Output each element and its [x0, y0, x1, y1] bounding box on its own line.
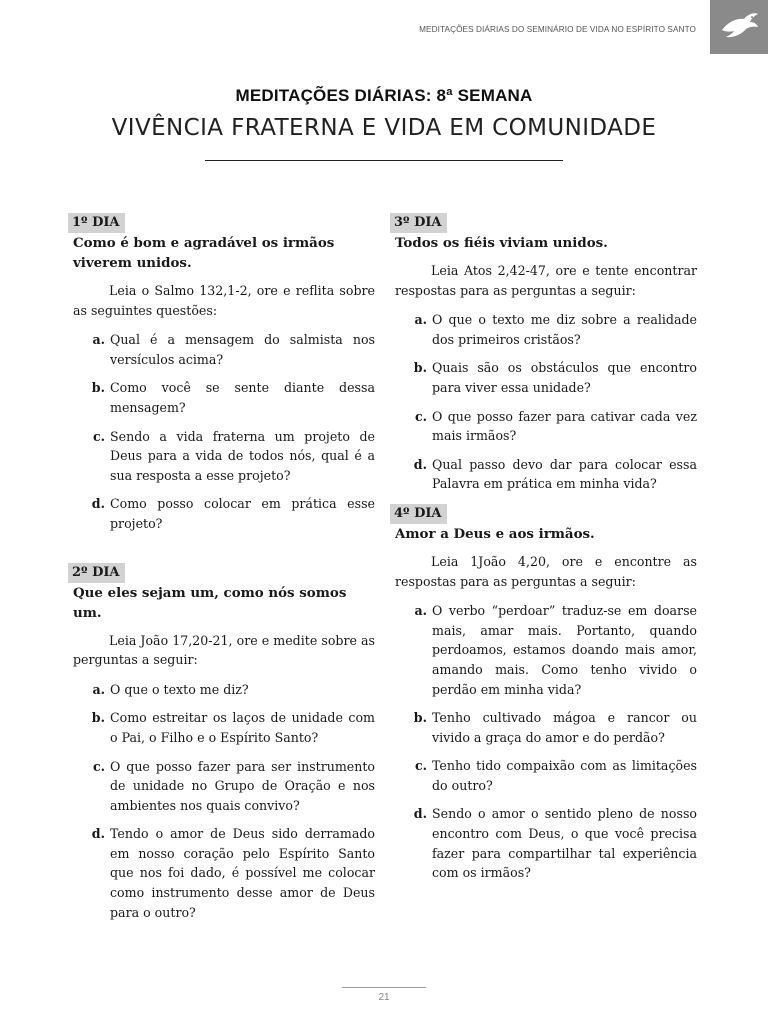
question-text: Tenho cultivado mágoa e rancor ou vivido a graça do amor e do perdão? — [432, 710, 697, 745]
question-item — [395, 756, 697, 795]
question-item — [73, 824, 375, 922]
question-item — [395, 708, 697, 747]
question-item — [395, 358, 697, 397]
question-letter: b. — [413, 710, 427, 726]
day-title: Que eles sejam um, como nós somos um. — [73, 584, 347, 621]
page-subtitle: VIVÊNCIA FRATERNA E VIDA EM COMUNIDADE — [111, 115, 657, 141]
question-item — [395, 804, 697, 882]
question-item — [73, 427, 375, 486]
question-text: Sendo a vida fraterna um projeto de Deus para a vida de todos nós, qual é a sua resposta a esse projeto? — [110, 428, 375, 483]
footer-divider — [342, 987, 426, 988]
day-label: 3º DIA — [390, 213, 447, 233]
question-letter: d. — [91, 826, 105, 842]
question-letter: b. — [91, 710, 105, 726]
question-text: O que posso fazer para ser instrumento de unidade no Grupo de Oração e nos ambientes nos quais convivo? — [110, 758, 375, 813]
day-intro: Leia 1João 4,20, ore e encontre as respostas para as perguntas a seguir: — [395, 553, 697, 589]
question-item — [395, 407, 697, 446]
question-letter: a. — [92, 681, 105, 697]
question-letter: c. — [414, 758, 427, 774]
question-letter: a. — [414, 312, 427, 328]
question-text: Quais são os obstáculos que encontro para viver essa unidade? — [432, 360, 697, 395]
question-text: Como estreitar os laços de unidade com o Pai, o Filho e o Espírito Santo? — [110, 710, 375, 745]
dove-icon — [718, 8, 760, 46]
day-2-section — [73, 562, 375, 923]
question-letter: c. — [92, 758, 105, 774]
question-text: Qual passo devo dar para colocar essa Palavra em prática em minha vida? — [432, 456, 697, 492]
day-title: Como é bom e agradável os irmãos viverem unidos. — [73, 235, 335, 271]
question-letter: d. — [413, 806, 427, 822]
day-title: Amor a Deus e aos irmãos. — [395, 525, 595, 542]
question-item — [395, 601, 697, 699]
left-column — [73, 212, 375, 950]
question-text: O verbo “perdoar” traduz-se em doarse mais, amar mais. Portanto, quando perdoamos, estamos doando mais amor, amando mais. Como tenho vivido o perdão em minha vida? — [432, 603, 697, 697]
day-4-section — [395, 503, 697, 883]
question-text: Como posso colocar em prática esse projeto? — [110, 496, 375, 531]
question-item — [395, 310, 697, 349]
question-item — [73, 680, 375, 700]
question-item — [73, 330, 375, 369]
question-text: O que o texto me diz? — [110, 681, 249, 697]
question-letter: d. — [91, 496, 105, 512]
question-letter: d. — [413, 456, 427, 472]
question-letter: a. — [92, 332, 105, 348]
day-intro: Leia Atos 2,42-47, ore e tente encontrar respostas para as perguntas a seguir: — [395, 263, 697, 298]
day-intro: Leia o Salmo 132,1-2, ore e reflita sobre as seguintes questões: — [73, 283, 375, 318]
question-item — [73, 378, 375, 417]
question-item — [73, 494, 375, 533]
question-letter: c. — [414, 408, 427, 424]
page-title: MEDITAÇÕES DIÁRIAS: 8ª SEMANA — [235, 86, 533, 105]
question-item — [73, 708, 375, 747]
question-text: Qual é a mensagem do salmista nos versículos acima? — [110, 332, 375, 367]
question-text: O que o texto me diz sobre a realidade dos primeiros cristãos? — [432, 312, 697, 347]
day-label: 4º DIA — [390, 504, 447, 524]
question-letter: b. — [91, 380, 105, 396]
question-text: Sendo o amor o sentido pleno de nosso encontro com Deus, o que você precisa fazer para compartilhar tal experiência com os irmãos? — [432, 806, 697, 881]
question-letter: a. — [414, 603, 427, 619]
day-label: 1º DIA — [68, 213, 125, 233]
right-column — [395, 212, 697, 911]
question-item — [395, 455, 697, 494]
question-text: O que posso fazer para cativar cada vez mais irmãos? — [432, 408, 697, 444]
running-header: MEDITAÇÕES DIÁRIAS DO SEMINÁRIO DE VIDA NO ESPÍRITO SANTO — [419, 25, 696, 34]
day-title: Todos os fiéis viviam unidos. — [395, 235, 608, 251]
day-3-section — [395, 212, 697, 494]
day-intro: Leia João 17,20-21, ore e medite sobre as perguntas a seguir: — [73, 632, 375, 668]
day-1-section — [73, 212, 375, 534]
page-number: 21 — [378, 992, 390, 1003]
question-text: Como você se sente diante dessa mensagem? — [110, 380, 375, 415]
question-item — [73, 757, 375, 816]
question-letter: c. — [92, 428, 105, 444]
logo — [710, 0, 768, 54]
day-label: 2º DIA — [68, 563, 125, 583]
question-letter: b. — [413, 360, 427, 376]
question-text: Tenho tido compaixão com as limitações do outro? — [432, 758, 697, 793]
question-text: Tendo o amor de Deus sido derramado em nosso coração pelo Espírito Santo que nos foi dado, é possível me colocar como instrumento desse amor de Deus para o outro? — [110, 826, 375, 920]
title-divider — [205, 160, 563, 161]
